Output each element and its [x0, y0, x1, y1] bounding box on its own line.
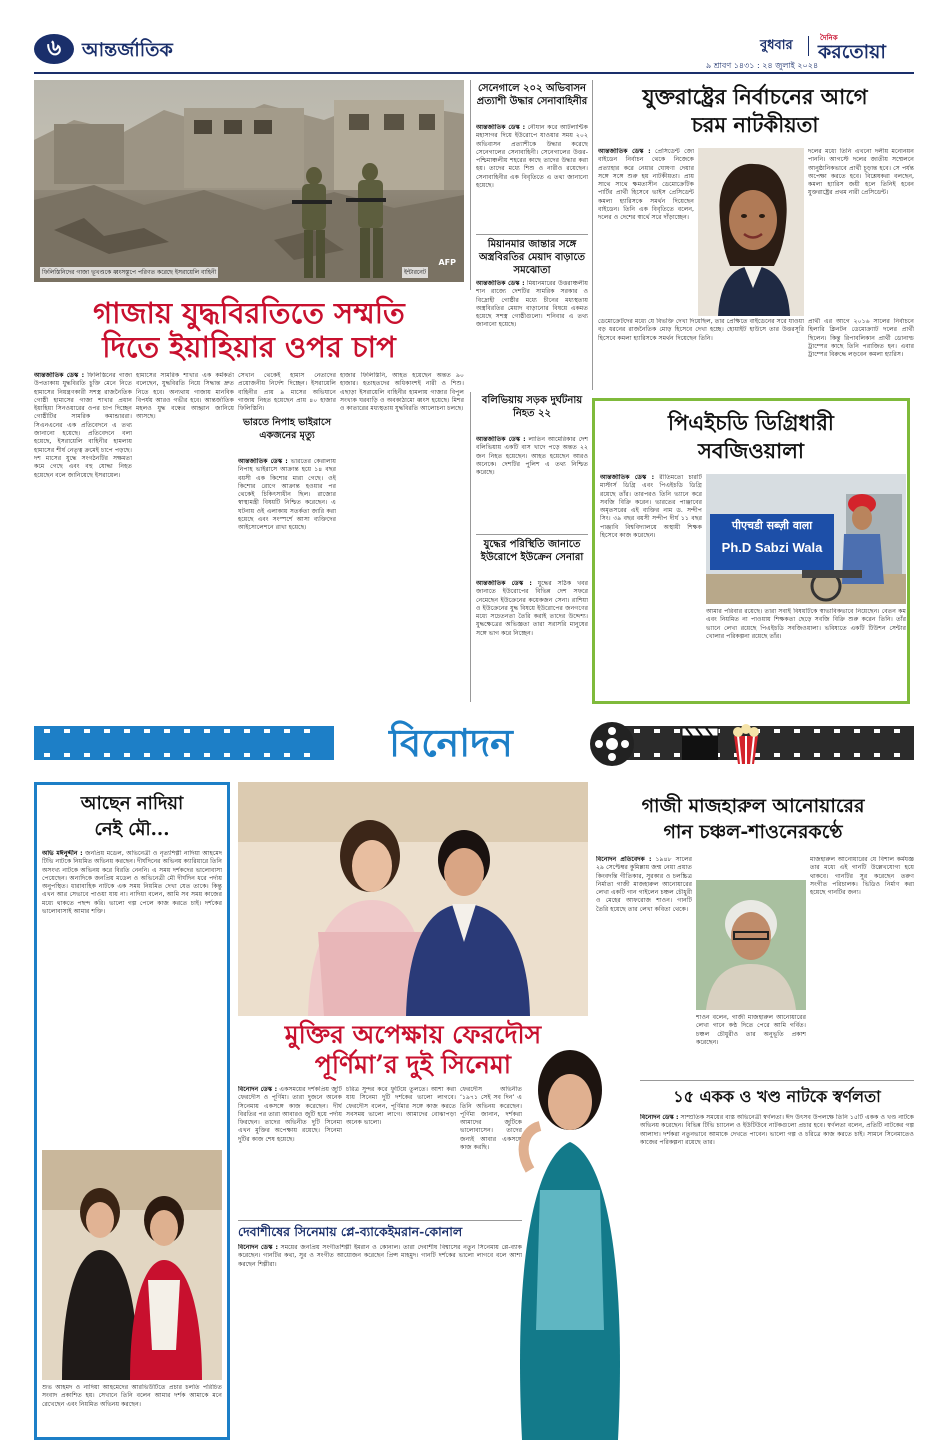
gazi-portrait-illustration: [696, 880, 806, 1010]
gaza-headline-line1: গাজায় যুদ্ধবিরতিতে সম্মতি: [93, 296, 405, 330]
debashish-text: সময়ের জনপ্রিয় সংগীতশিল্পী ইমরান ও কোনাল। তারা দেবাশীষ বিশ্বাসের নতুন সিনেমায় প্লে-ব্যাক করেছেন। গানটির কথা, সুর ও সংগীত আয়োজন করেছেন প্রিন্স মাহমুদ। গানটি দর্শকের ভালো লাগবে বলে আশা করছেন শিল্পীরা।: [238, 1244, 522, 1268]
actress-cutout-photo: [500, 1030, 634, 1440]
gaza-body-col2: [136, 372, 234, 702]
gaza-byline: আন্তর্জাতিক ডেস্ক :: [34, 372, 85, 379]
swarnalata-byline: বিনোদন ডেস্ক :: [640, 1114, 679, 1121]
us-election-body-col3: [808, 318, 914, 390]
myanmar-body: [476, 280, 588, 390]
nadia-body: [42, 850, 222, 1146]
actress-cutout-illustration: [500, 1030, 634, 1440]
masthead: [0, 0, 945, 76]
weekday: বুধবার: [760, 38, 793, 53]
column-rule: [470, 392, 471, 702]
masthead-divider: [808, 36, 809, 56]
ferdous-purnima-photo: [238, 782, 588, 1016]
sabzi-headline-line1: পিএইচডি ডিগ্রিধারী: [668, 410, 834, 435]
sabzi-sign-hindi: पीएचडी सब्ज़ी वाला: [731, 519, 813, 532]
us-election-text1: প্রেসিডেন্ট জো বাইডেন নির্বাচন থেকে নিজেকে প্রত্যাহার করে নেয়ার ঘোষণা দেয়ার সঙ্গে সঙ্গে শুরু হয় নাটকীয়তা। প্রায় সাথে সাথে ক্ষমতাসীন ডেমোক্রেটিক পার্টির প্রার্থী হিসেবে ভাইস প্রেসিডেন্ট কমলা হ্যারিসকে সমর্থন দিয়েছেন বাইডেন। তিনি এক বিবৃতিতে বলেন, দলের ও দেশের স্বার্থে সরে দাঁড়াচ্ছেন।: [598, 148, 694, 222]
sabzi-byline: আন্তর্জাতিক ডেস্ক :: [600, 474, 655, 481]
gazi-headline-line1: গাজী মাজহারুল আনোয়ারের: [641, 795, 865, 817]
nadia-headline-line2: নেই মৌ...: [94, 819, 170, 840]
ferdous-headline-line1: মুক্তির অপেক্ষায় ফেরদৌস: [284, 1020, 542, 1049]
binodon-banner: [34, 714, 914, 774]
senegal-headline: সেনেগালে ২০২ অভিবাসন প্রত্যাশী উদ্ধার সেনাবাহিনীর: [476, 83, 588, 107]
paper-logo: করতোয়া: [818, 41, 886, 63]
gaza-body-col3: [238, 372, 336, 414]
agency-credit: AFP: [438, 258, 456, 267]
us-election-text4: প্রার্থী এর আগে ২০১৬ সালের নির্বাচনে হিলারি ক্লিনটন ডেমোক্র্যাট দলের প্রার্থী ছিলেন। কিন্তু রিপাবলিকান প্রার্থী ডোনাল্ড ট্রাম্পের কাছে তিনি পরাজিত হন। এবার ট্রাম্পের বিরুদ্ধে লড়বেন কমলা হ্যারিস।: [808, 318, 914, 359]
column-rule: [592, 80, 593, 390]
sabzi-photo: [706, 474, 906, 604]
ferdous-purnima-illustration: [238, 782, 588, 1016]
sabzi-body-col2: [706, 608, 906, 700]
ferdous-body-col1: [238, 1086, 342, 1216]
binodon-title: বিনোদন: [389, 720, 513, 765]
masthead-rule: [34, 72, 914, 74]
divider: [238, 1220, 522, 1221]
page-number-badge: [34, 34, 74, 64]
gaza-headline-line2: দিতে ইয়াহিয়ার ওপর চাপ: [102, 330, 396, 364]
swarnalata-body: [640, 1114, 914, 1440]
ferdous-body-col2: [346, 1086, 456, 1216]
clapperboard-icon: [682, 728, 718, 760]
sabzi-text1: রীতিমতো চারটি মাস্টার্স ডিগ্রি এবং পিএইচডি ডিগ্রি রয়েছে তাঁর। তারপরও তিনি ভ্যানে করে সবজি বিক্রি করেন। ভারতের পাঞ্জাবের অমৃতসরের এই ব্যক্তির নাম ড. সন্দীপ সিং। ৩৯ বছর বয়সী সন্দীপ দীর্ঘ ১১ বছর পাঞ্জাবি বিশ্ববিদ্যালয়ে অস্থায়ী শিক্ষক হিসেবে কাজ করেছেন।: [600, 474, 702, 540]
gaza-text4: হাজার ফিলিস্তিনি, আহত হয়েছেন অন্তত ৯০ হাজার। হতাহতদের অধিকাংশই নারী ও শিশু। এছাড়া ইসরায়েলি বাহিনীর হামলায় গাজার বিপুল সংখ্যক ঘরবাড়ি ও অবকাঠামো ধ্বংস হয়েছে। মিশর ও কাতারের মধ্যস্থতায় যুদ্ধবিরতি আলোচনা চলছে।: [340, 372, 464, 413]
gaza-body-col4: [340, 372, 464, 702]
divider: [640, 1080, 914, 1081]
divider: [476, 534, 588, 535]
nadia-byline: অভি মঈনুদ্দীন :: [42, 850, 83, 857]
kamala-harris-photo: [698, 148, 804, 316]
ukraine-body: [476, 580, 588, 702]
debashish-body: [238, 1244, 522, 1440]
gaza-text5: হামাসের সামরিক শাখার এক কর্মকর্তা বলেছেন, যুদ্ধবিরতি নিয়ে সিদ্ধান্ত দ্রুত নিতে হবে। অন্যথায় গাজায় মানবিক বিপর্যয় আরও গভীর হবে। আন্তর্জাতিক মহলও যুদ্ধ বন্ধের আহ্বান জানিয়ে আসছে।: [136, 372, 234, 421]
gaza-body-col1: [34, 372, 132, 702]
myanmar-headline: মিয়ানমার জান্তার সঙ্গে অস্ত্রবিরতির মেয়াদ বাড়াতে সমঝোতা: [479, 239, 585, 276]
bolivia-text: লাতিন আমেরিকার দেশ বলিভিয়ায় একটি বাস খাদে পড়ে অন্তত ২২ জন নিহত হয়েছেন। আহত হয়েছেন আরও অনেকে। দেশটির পুলিশ এ তথ্য নিশ্চিত করেছে।: [476, 436, 588, 477]
senegal-text: নৌযান করে আটলান্টিক মহাসাগর দিয়ে ইউরোপে যাওয়ার সময় ২০২ অভিবাসন প্রত্যাশীকে উদ্ধার করেছে সেনেগালের সেনাবাহিনী। সেনেগালের উত্তর-পশ্চিমাঞ্চলীয় শহরের কাছে তাদের উদ্ধার করা হয়। তাদের মধ্যে শিশু ও নারীও রয়েছেন। সেনাবাহিনীর এক বিবৃতিতে এ তথ্য জানানো হয়েছে।: [476, 124, 588, 190]
ukraine-text: যুদ্ধের সঠিক খবর জানাতে ইউরোপের বিভিন্ন দেশ সফরে নেমেছেন ইউক্রেনের কয়েকজন সেনা। রাশিয়া ও ইউক্রেনের যুদ্ধ বিষয়ে ইউরোপের জনগণের মধ্যে সচেতনতা তৈরি করাই তাদের উদ্দেশ্য। যুদ্ধক্ষেত্রের অভিজ্ঞতা তারা সরাসরি মানুষের সঙ্গে ভাগ করে নিচ্ছেন।: [476, 580, 588, 637]
sabzi-body-col1: [600, 474, 702, 700]
film-reel-icon: [590, 722, 634, 766]
photo-caption: ফিলিস্তিনিদের গাজা ভূখণ্ডকে ধ্বংসস্তূপে পরিণত করেছে ইসরায়েলি বাহিনী: [42, 269, 217, 276]
nadia-headline-line1: আছেন নাদিয়া: [80, 793, 184, 814]
us-election-headline-line2: চরম নাটকীয়তা: [691, 112, 819, 137]
gaza-text3: সেখান থেকেই হামাস নেতাদের প্রয়োজনীয় নির্দেশ দিচ্ছেন। ইসরায়েলি বাহিনীর প্রায় ৯ মাসের অভিযানে গাজায় নিহত হয়েছেন প্রায় ৪০ হাজার ফিলিস্তিনি।: [238, 372, 336, 413]
us-election-text2: ডেমোক্রেটদের মধ্যে যে বিভক্তি দেখা দিয়েছিল, তার প্রেক্ষিতে বাইডেনের সরে যাওয়া বড় ধরনের রাজনৈতিক মোড় হিসেবে দেখা হচ্ছে। হোয়াইট হাউসে তার উত্তরসূরি হিসেবে কমলা হ্যারিসকে সমর্থন দিয়েছেন তিনি।: [598, 318, 804, 342]
myanmar-text: মিয়ানমারের উত্তরাঞ্চলীয় শান রাজ্যে দেশটির সামরিক সরকার ও বিদ্রোহী গোষ্ঠীর মধ্যে চীনের মধ্যস্থতায় অস্ত্রবিরতির মেয়াদ বাড়ানোর বিষয়ে একমত হয়েছে সশস্ত্র গোষ্ঠীগুলো। শনিবার এ তথ্য জানানো হয়েছে।: [476, 280, 588, 329]
kamala-portrait-illustration: [698, 148, 804, 316]
nadia-text: জনপ্রিয় মডেল, অভিনেত্রী ও নৃত্যশিল্পী নাদিয়া আহমেদ টিভি নাটকে নিয়মিত অভিনয় করছেন। দীর্ঘদিনের অভিনয় ক্যারিয়ারে তিনি অসংখ্য নাটকে অভিনয় করে বিরতি নেননি। এ সময় দর্শকদের ভালোবাসা পেয়েছেন। অন্যদিকে জনপ্রিয় মডেল ও অভিনেত্রী মৌ দীর্ঘদিন ধরে পর্দায় অনুপস্থিত। ধারাবাহিক নাটকে এক সময় নিয়মিত দেখা যেত তাকে। কিন্তু এখন আর সেভাবে পাওয়া যায় না। নাদিয়া বলেন, আমি সব সময় কাজের মধ্যে থাকতে পছন্দ করি। ভালো গল্প পেলে কাজ করতে চাই। দর্শকের ভালোবাসাই আমার শক্তি।: [42, 850, 222, 916]
gazi-body-col2: [810, 856, 914, 1076]
ferdous-headline-line2: পূর্ণিমা’র দুই সিনেমা: [314, 1050, 512, 1079]
gazi-text1: ১৯৪৮ সালের ২৯ সেপ্টেম্বর কুমিল্লায় জন্ম নেয়া প্রয়াত কিংবদন্তি গীতিকার, সুরকার ও চলচ্চিত্র নির্মাতা গাজী মাজহারুল আনোয়ারের লেখা একটি গান গাইলেন চঞ্চল চৌধুরী ও মেহের আফরোজ শাওন। গানটি তৈরি হয়েছে তার লেখা কবিতা থেকে।: [596, 856, 692, 913]
us-election-byline: আন্তর্জাতিক ডেস্ক :: [598, 148, 651, 155]
us-election-body-col2: [808, 148, 914, 318]
nipah-headline: ভারতে নিপাহ ভাইরাসে একজনের মৃত্যু: [242, 417, 332, 441]
us-election-text3: দলের মধ্যে তিনি এখনো দলীয় মনোনয়ন পাননি। আগস্টে দলের জাতীয় সম্মেলনে আনুষ্ঠানিকভাবে প্রার্থী চূড়ান্ত হবে। সে পর্যন্ত অপেক্ষা করতে হবে। বিশ্লেষকরা বলছেন, কমলা হ্যারিস জয়ী হলে তিনিই হবেন যুক্তরাষ্ট্রের প্রথম নারী প্রেসিডেন্ট।: [808, 148, 914, 197]
gazi-body-col1: [596, 856, 692, 1076]
gazi-byline: বিনোদন প্রতিবেদক :: [596, 856, 652, 863]
ferdous-byline: বিনোদন ডেস্ক :: [238, 1086, 278, 1093]
senegal-body: [476, 124, 588, 232]
photo-credit: ইন্টারনেট: [404, 269, 427, 276]
nadia-caption: শুভ আহমদ ও নাদিয়া আহমেদের আরভিউটিতে প্রচার চলতি পরিচিত সংবাদ প্রকাশিত হয়। সেখানে তিনি বলেন আমার দর্শক আমাকে মনে রেখেছেন এবং নিয়মিত অভিনয় করছেন।: [42, 1384, 222, 1408]
us-election-headline-line1: যুক্তরাষ্ট্রের নির্বাচনের আগে: [642, 84, 868, 109]
gazi-mazharul-photo: [696, 880, 806, 1010]
senegal-byline: আন্তর্জাতিক ডেস্ক :: [476, 124, 526, 131]
ferdous-text3: ফেরদৌস অভিনীত ‘১৯৭১ সেই সব দিন’ এ তিনি অভিনয় করেছেন। পূর্ণিমা জানান, দর্শকরা আমাদের জুটিকে ভালোবাসেন। তাদের জন্যই আবার একসঙ্গে কাজ করছি।: [460, 1086, 522, 1152]
nipah-byline: আন্তর্জাতিক ডেস্ক :: [238, 458, 288, 465]
bolivia-body: [476, 436, 588, 532]
ukraine-headline: যুদ্ধের পরিস্থিতি জানাতে ইউরোপে ইউক্রেন সেনারা: [480, 539, 584, 563]
gaza-rubble-photo: [34, 80, 464, 282]
myanmar-byline: আন্তর্জাতিক ডেস্ক :: [476, 280, 525, 287]
sabzi-photo-illustration: [706, 474, 906, 604]
nadia-photo-illustration: [42, 1150, 222, 1380]
gaza-text2: প্রতিবেদনে বলা হয়েছে, ইসরায়েলি বাহিনীর হামলায় হামাসের শীর্ষ নেতৃত্ব ক্রমেই চাপে পড়ছে। দশ মাসের যুদ্ধে সংগঠনটির সক্ষমতা কমে গেছে এবং বহু যোদ্ধা নিহত হয়েছেন বলে জানিয়েছে ইসরায়েল।: [34, 430, 132, 479]
sabzi-sign-english: Ph.D Sabzi Wala: [721, 540, 823, 555]
ferdous-text1: একসময়ের দর্শকপ্রিয় জুটি ফেরদৌস ও পূর্ণিমা। তারা দুজনে অনেক সিনেমায় একসঙ্গে কাজ করেছেন। দীর্ঘ বিরতির পর তারা আবারও জুটি হয়ে পর্দায় ফিরছেন। তাদের অভিনীত দুটি সিনেমা এখন মুক্তির অপেক্ষায় রয়েছে। সিনেমা দুটির কাজ শেষ হয়েছে।: [238, 1086, 342, 1143]
us-election-body-col1b: [598, 318, 804, 390]
paper-small-name: দৈনিক: [820, 34, 838, 42]
page-number: ৬: [46, 36, 62, 61]
gazi-text2: মাজহারুল আনোয়ারের যে বিশাল কর্মযজ্ঞ তার মধ্যে এই গানটি উল্লেখযোগ্য হয়ে থাকবে। গানটির সুর করেছেন তরুণ সংগীত পরিচালক। ভিডিও নির্মাণ করা হয়েছে গানটির জন্য।: [810, 856, 914, 897]
nadia-photo: [42, 1150, 222, 1380]
gazi-body-col3: [696, 1014, 806, 1076]
gazi-text3: শাওন বলেন, গাজী মাজহারুল আনোয়ারের লেখা গানে কণ্ঠ দিতে পেরে আমি গর্বিত। চঞ্চল চৌধুরীও তার অনুভূতি প্রকাশ করেছেন।: [696, 1014, 806, 1046]
nipah-text: ভারতের কেরালায় নিপাহ ভাইরাসে আক্রান্ত হয়ে ১৪ বছর বয়সী এক কিশোর মারা গেছে। ওই কিশোর রোগে আক্রান্ত হওয়ার পর থেকেই চিকিৎসাধীন ছিল। রাজ্যের স্বাস্থ্যমন্ত্রী বিষয়টি নিশ্চিত করেছেন। এ ঘটনায় ওই এলাকায় সতর্কতা জারি করা হয়েছে এবং সংস্পর্শে আসা ব্যক্তিদের আইসোলেশনে রাখা হয়েছে।: [238, 458, 336, 532]
us-election-body-col1: [598, 148, 694, 318]
section-title: আন্তর্জাতিক: [82, 39, 173, 61]
ukraine-byline: আন্তর্জাতিক ডেস্ক :: [476, 580, 532, 587]
gazi-headline-line2: গান চঞ্চল-শাওনেরকণ্ঠে: [663, 821, 843, 843]
sabzi-headline-line2: সবজিওয়ালা: [697, 438, 804, 463]
gaza-text1: ফিলিস্তিনের গাজা উপত্যকায় যুদ্ধবিরতি চুক্তি মেনে নিতে হামাসের নিয়ন্ত্রণকারী সশস্ত্র রাজনৈতিক গোষ্ঠী হামাসের গাজা শাখার প্রধান ইয়াহিয়া সিনওয়ারের ওপর চাপ দিচ্ছেন গোষ্ঠীটির সামরিক কমান্ডাররা। সিএনএনের এক প্রতিবেদনে এ তথ্য জানানো হয়েছে।: [34, 372, 132, 438]
issue-date: ৯ শ্রাবণ ১৪৩১ : ২৪ জুলাই ২০২৪: [706, 61, 819, 70]
debashish-headline: দেবাশীষের সিনেমায় প্লে-ব্যাকেইমরান-কোনাল: [238, 1224, 463, 1239]
bolivia-headline: বলিভিয়ায় সড়ক দুর্ঘটনায় নিহত ২২: [481, 395, 583, 419]
ferdous-text2: চরিত্র সুন্দর করে ফুটিয়ে তুলতে। আশা করা যায় সিনেমা দুটি দর্শকের ভালো লাগবে। ফেরদৌস বলেন, পূর্ণিমার সঙ্গে কাজ করতে সবসময় ভালো লাগে। আমাদের বোঝাপড়া অনেক ভালো।: [346, 1086, 456, 1127]
debashish-byline: বিনোদন ডেস্ক :: [238, 1244, 278, 1251]
divider: [476, 234, 588, 235]
swarnalata-headline: ১৫ একক ও খণ্ড নাটকে স্বর্ণলতা: [673, 1087, 881, 1106]
nipah-body: [238, 458, 336, 702]
swarnalata-text: সাম্প্রতিক সময়ের ব্যস্ত অভিনেত্রী স্বর্ণলতা। ঈদ উৎসব উপলক্ষে তিনি ১৫টি একক ও খণ্ড নাটকে অভিনয় করেছেন। বিভিন্ন টিভি চ্যানেল ও ইউটিউবে নাটকগুলো প্রচার হবে। স্বর্ণলতা বলেন, প্রতিটি নাটকের গল্প আলাদা। দর্শকরা নতুনভাবে আমাকে দেখতে পাবেন। ভালো গল্প ও চরিত্রে কাজ করতে চাই। সামনে সিনেমাতেও কাজের পরিকল্পনা রয়েছে তার।: [640, 1114, 914, 1146]
column-rule: [470, 80, 471, 290]
gaza-photo-illustration: [34, 80, 464, 282]
bolivia-byline: আন্তর্জাতিক ডেস্ক :: [476, 436, 526, 443]
sabzi-text2: আমার পরিবার রয়েছে। তারা সবাই বিষয়টিকে স্বাভাবিকভাবে নিয়েছেন। বেতন কম এবং নিয়মিত না পাওয়ায় শিক্ষকতা ছেড়ে সবজি বিক্রি শুরু করেন তিনি। তাঁর ভ্যানে লেখা রয়েছে পিএইচডি সবজিওয়ালা। ভবিষ্যতে একটি টিউশন সেন্টার খোলার পরিকল্পনা রয়েছে তাঁর।: [706, 608, 906, 640]
